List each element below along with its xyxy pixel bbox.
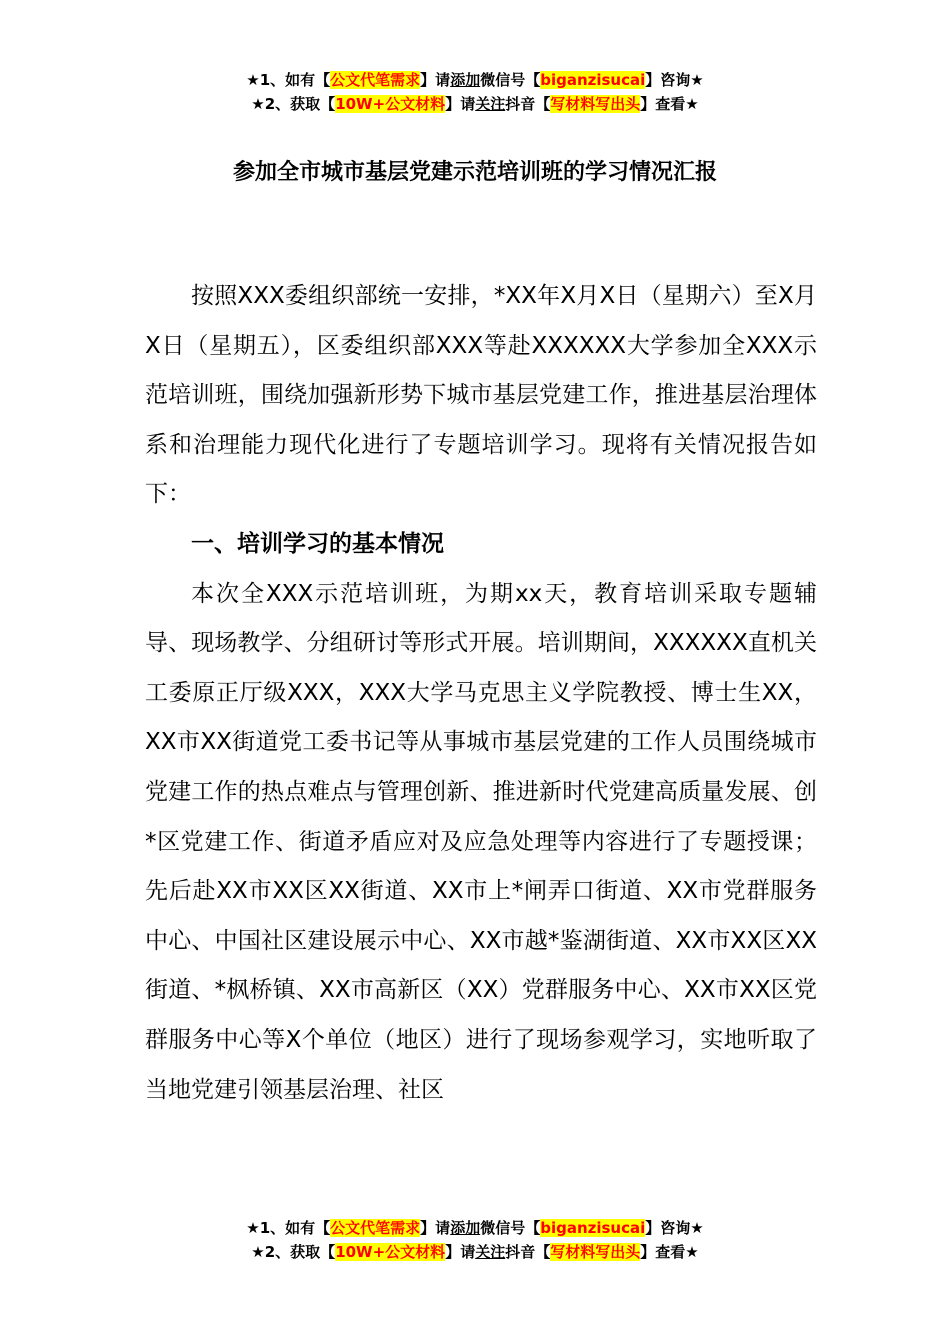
banner-highlight: biganzisucai	[540, 1219, 646, 1237]
banner-text: ★2、获取【	[251, 95, 336, 113]
banner-text: 】请	[420, 71, 451, 89]
banner-underlined-text: 关注	[475, 95, 506, 113]
footer-banner	[0, 1216, 950, 1264]
banner-highlight: biganzisucai	[540, 71, 646, 89]
banner-underlined-text: 关注	[475, 1243, 506, 1261]
banner-text: ★1、如有【	[246, 1219, 331, 1237]
banner-underlined-text: 添加	[450, 71, 481, 89]
banner-highlight: 10W+公文材料	[335, 95, 446, 113]
banner-highlight: 写材料写出头	[550, 1243, 641, 1261]
banner-highlight: 公文代笔需求	[330, 1219, 421, 1237]
banner-text: 抖音【	[505, 1243, 551, 1261]
banner-text: 】查看★	[640, 1243, 699, 1261]
banner-text: 】请	[445, 95, 476, 113]
paragraph-section-1: 本次全XXX示范培训班，为期xx天，教育培训采取专题辅导、现场教学、分组研讨等形式开展。培训期间，XXXXXX直机关工委原正厅级XXX，XXX大学马克思主义学院教授、博士生XX，XX市XX街道党工委书记等从事城市基层党建的工作人员围绕城市党建工作的热点难点与管理创新、推进新时代党建高质量发展、创*区党建工作、街道矛盾应对及应急处理等内容进行了专题授课；先后赴XX市XX区XX街道、XX市上*闸弄口街道、XX市党群服务中心、中国社区建设展示中心、XX市越*鉴湖街道、XX市XX区XX街道、*枫桥镇、XX市高新区（XX）党群服务中心、XX市XX区党群服务中心等X个单位（地区）进行了现场参观学习，实地听取了当地党建引领基层治理、社区	[145, 580, 817, 1103]
banner-text: 】咨询★	[645, 71, 704, 89]
banner-highlight: 公文代笔需求	[330, 71, 421, 89]
banner-highlight: 写材料写出头	[550, 95, 641, 113]
banner-text: ★2、获取【	[251, 1243, 336, 1261]
banner-line-2	[0, 1240, 950, 1264]
banner-highlight: 10W+公文材料	[335, 1243, 446, 1261]
banner-line-1	[0, 68, 950, 92]
banner-text: 】请	[420, 1219, 451, 1237]
paragraph-intro: 按照XXX委组织部统一安排，*XX年X月X日（星期六）至X月X日（星期五），区委组织部XXX等赴XXXXXX大学参加全XXX示范培训班，围绕加强新形势下城市基层党建工作，推进基层治理体系和治理能力现代化进行了专题培训学习。现将有关情况报告如下：	[145, 283, 817, 508]
header-banner	[0, 68, 950, 116]
document-body	[145, 272, 817, 1115]
section-heading: 一、培训学习的基本情况	[191, 530, 444, 557]
banner-text: 微信号【	[480, 71, 541, 89]
document-title: 参加全市城市基层党建示范培训班的学习情况汇报	[232, 160, 717, 185]
banner-text: 微信号【	[480, 1219, 541, 1237]
banner-underlined-text: 添加	[450, 1219, 481, 1237]
banner-text: 】请	[445, 1243, 476, 1261]
banner-text: 抖音【	[505, 95, 551, 113]
banner-line-1	[0, 1216, 950, 1240]
banner-text: 】咨询★	[645, 1219, 704, 1237]
banner-line-2	[0, 92, 950, 116]
banner-text: 】查看★	[640, 95, 699, 113]
banner-text: ★1、如有【	[246, 71, 331, 89]
